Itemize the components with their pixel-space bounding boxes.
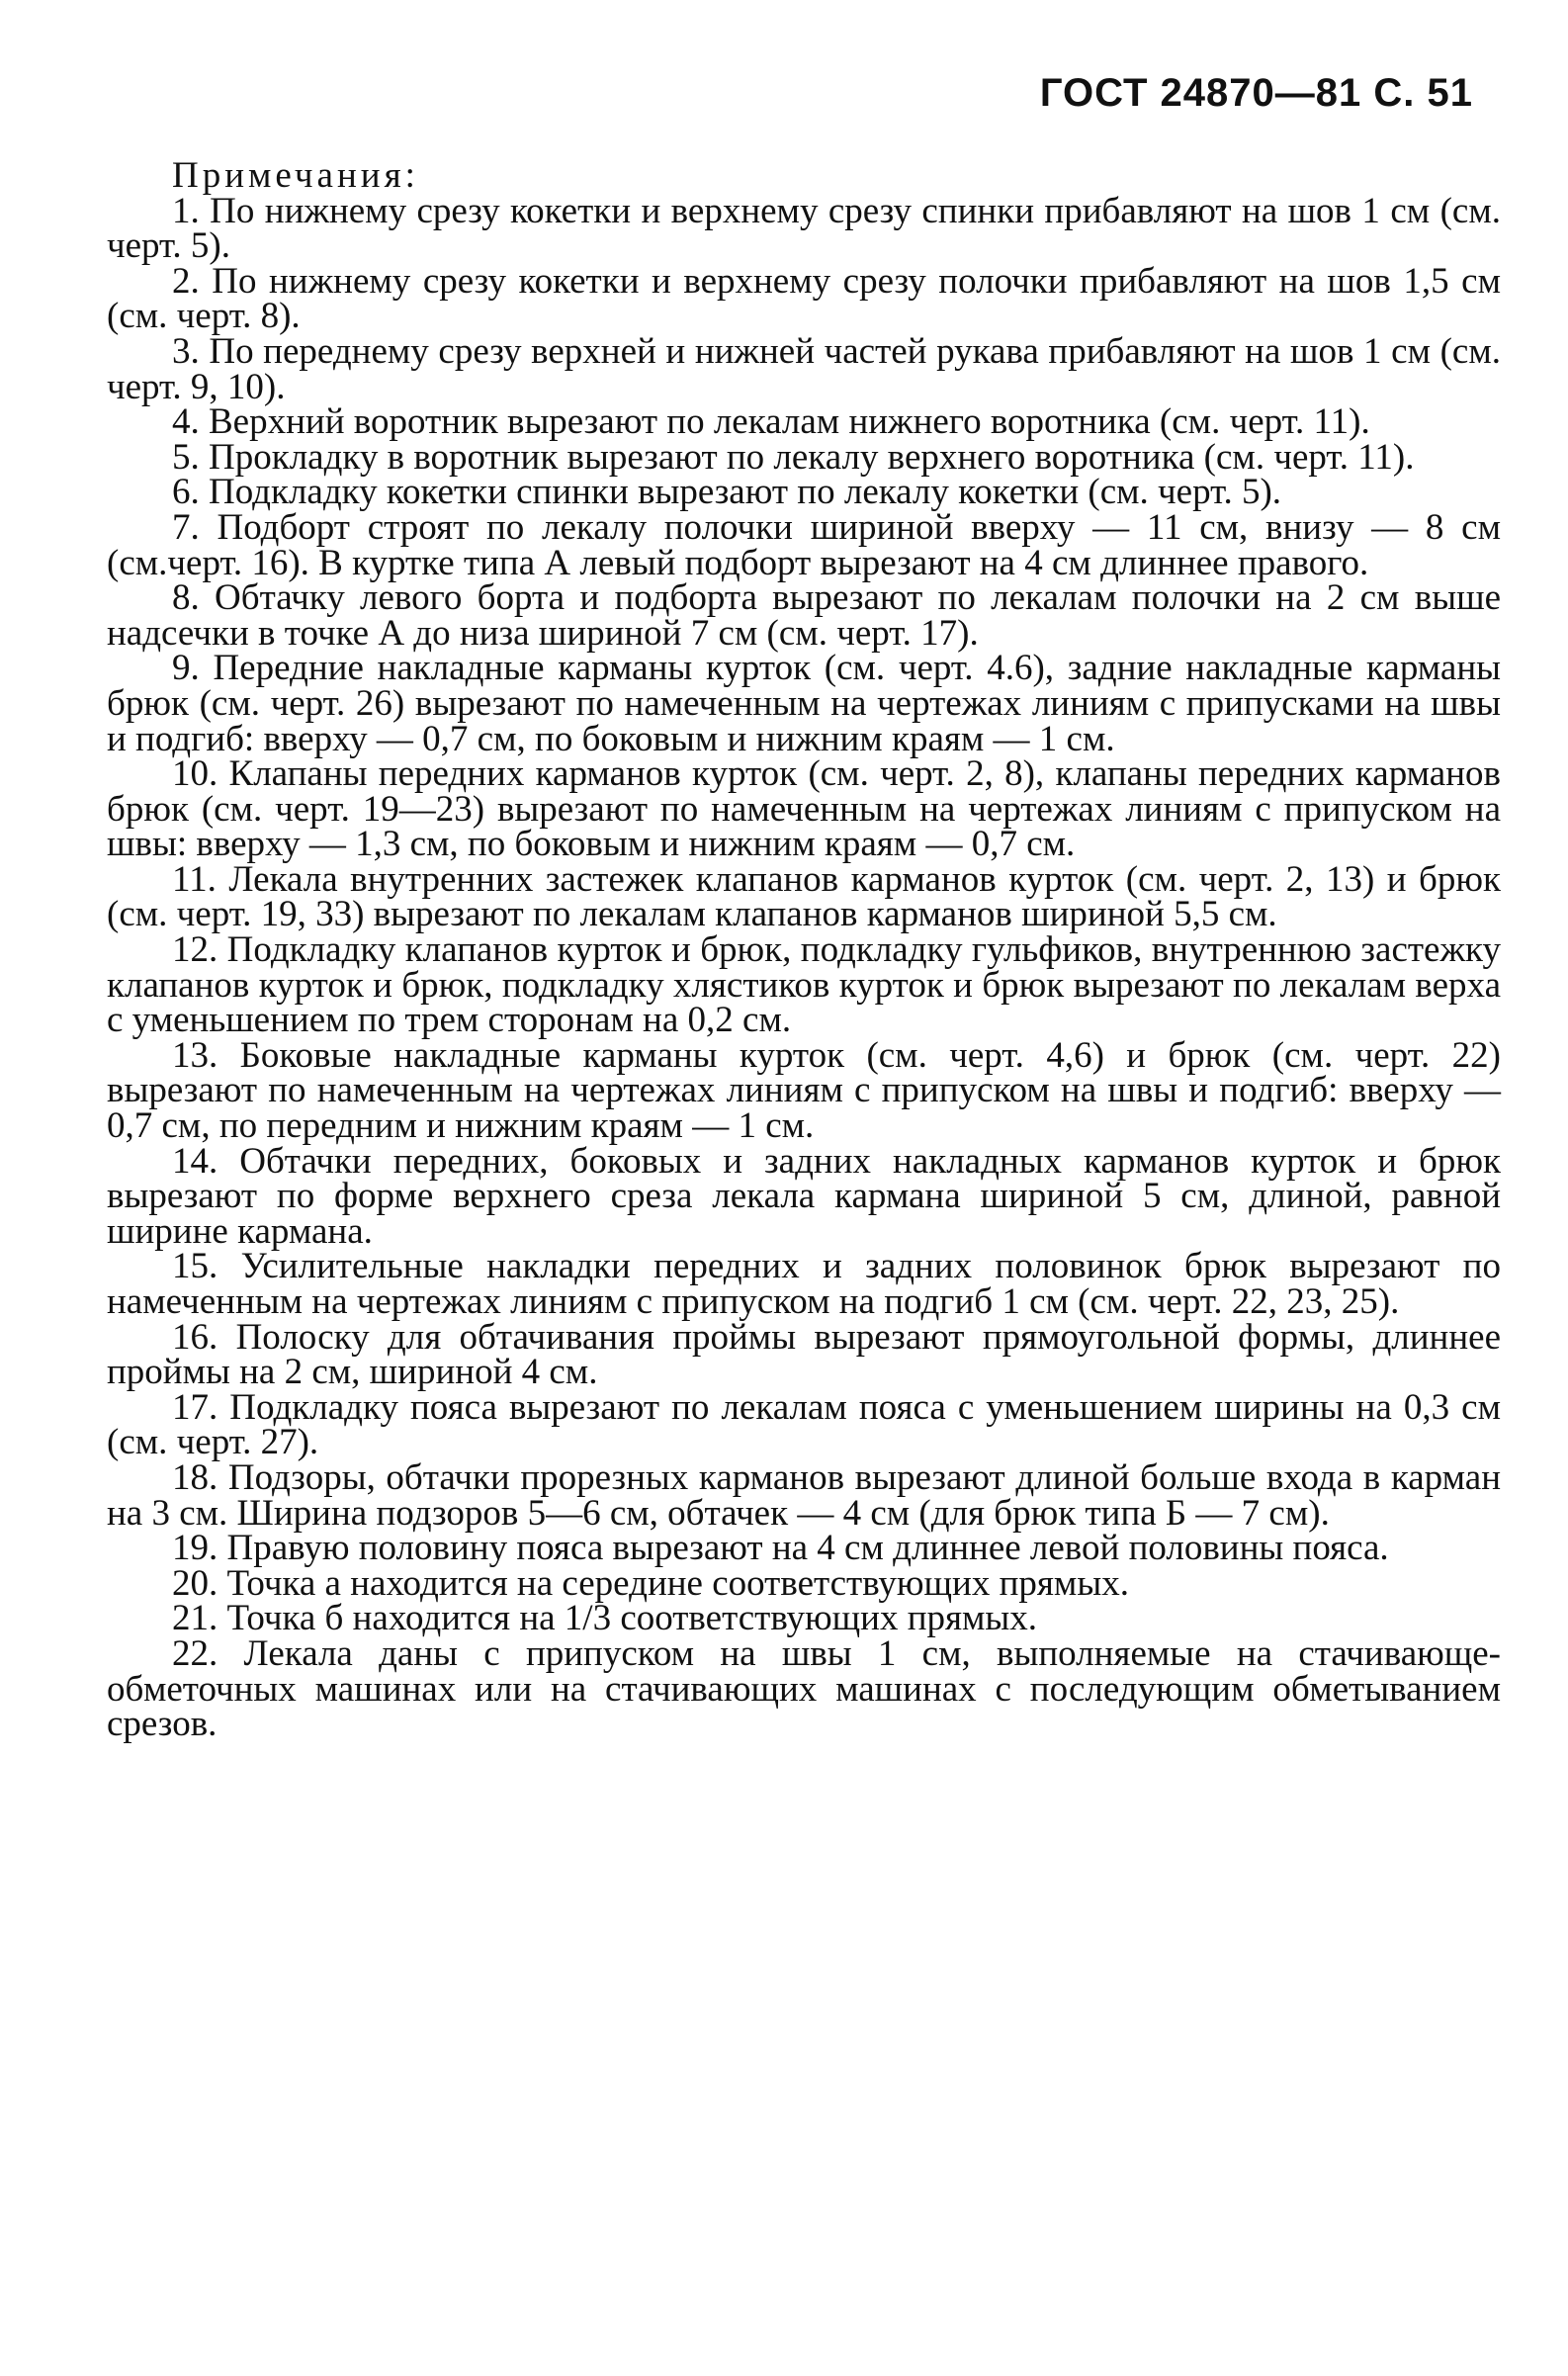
- note-6: 6. Подкладку кокетки спинки вырезают по лекалу кокетки (см. черт. 5).: [172, 472, 1282, 513]
- note-9: 9. Передние накладные карманы курток (см. черт. 4.6), задние накладные карманы брюк (см. черт. 26) вырезают по намеченным на чертежах линиям с припусками на швы и подгиб: вверху — 0,7 см, по боковым и нижним краям — 1 см.: [107, 648, 1501, 759]
- note-5: 5. Прокладку в воротник вырезают по лекалу верхнего воротника (см. черт. 11).: [172, 436, 1415, 478]
- note-18: 18. Подзоры, обтачки прорезных карманов вырезают длиной больше входа в карман на 3 см. Ширина подзоров 5—6 см, обтачек — 4 см (для брюк типа Б — 7 см).: [107, 1456, 1501, 1534]
- standard-number: ГОСТ 24870—81: [1039, 71, 1362, 115]
- note-19: 19. Правую половину пояса вырезают на 4 см длиннее левой половины пояса.: [172, 1528, 1389, 1569]
- note-1: 1. По нижнему срезу кокетки и верхнему срезу спинки прибавляют на шов 1 см (см. черт. 5).: [107, 190, 1501, 267]
- page-number: С. 51: [1373, 71, 1473, 115]
- note-21: 21. Точка б находится на 1/3 соответствующих прямых.: [172, 1598, 1038, 1639]
- note-8: 8. Обтачку левого борта и подборта вырезают по лекалам полочки на 2 см выше надсечки в точке А до низа шириной 7 см (см. черт. 17).: [107, 577, 1501, 654]
- note-11: 11. Лекала внутренних застежек клапанов карманов курток (см. черт. 2, 13) и брюк (см. черт. 19, 33) вырезают по лекалам клапанов карманов шириной 5,5 см.: [107, 858, 1501, 935]
- note-3: 3. По переднему срезу верхней и нижней частей рукава прибавляют на шов 1 см (см. черт. 9, 10).: [107, 330, 1501, 407]
- note-7: 7. Подборт строят по лекалу полочки шириной вверху — 11 см, внизу — 8 см (см.черт. 16). В куртке типа А левый подборт вырезают на 4 см длиннее правого.: [107, 506, 1501, 583]
- note-22: 22. Лекала даны с припуском на швы 1 см, выполняемые на стачивающе-обметочных машинах или на стачивающих машинах с последующим обметыванием срезов.: [107, 1632, 1501, 1745]
- note-10: 10. Клапаны передних карманов курток (см. черт. 2, 8), клапаны передних карманов брюк (см. черт. 19—23) вырезают по намеченным на чертежах линиям с припуском на швы: вверху — 1,3 см, по боковым и нижним краям — 0,7 см.: [107, 753, 1501, 865]
- note-15: 15. Усилительные накладки передних и задних половинок брюк вырезают по намеченным на чертежах линиям с припуском на подгиб 1 см (см. черт. 22, 23, 25).: [107, 1246, 1501, 1322]
- notes-section: [107, 155, 1501, 1745]
- note-20: 20. Точка а находится на середине соответствующих прямых.: [172, 1562, 1129, 1604]
- note-12: 12. Подкладку клапанов курток и брюк, подкладку гульфиков, внутреннюю застежку клапанов курток и брюк, подкладку хлястиков курток и брюк вырезают по лекалам верха с уменьшением по трем сторонам на 0,2 см.: [107, 929, 1501, 1041]
- note-4: 4. Верхний воротник вырезают по лекалам нижнего воротника (см. черт. 11).: [172, 401, 1370, 443]
- note-13: 13. Боковые накладные карманы курток (см. черт. 4,6) и брюк (см. черт. 22) вырезают по намеченным на чертежах линиям с припуском на швы и подгиб: вверху — 0,7 см, по передним и нижним краям — 1 см.: [107, 1034, 1501, 1147]
- notes-title: Примечания:: [172, 155, 419, 196]
- note-2: 2. По нижнему срезу кокетки и верхнему срезу полочки прибавляют на шов 1,5 см (см. черт. 8).: [107, 260, 1501, 337]
- note-17: 17. Подкладку пояса вырезают по лекалам пояса с уменьшением ширины на 0,3 см (см. черт. 27).: [107, 1386, 1501, 1463]
- page-header: [1040, 71, 1473, 116]
- note-14: 14. Обтачки передних, боковых и задних накладных карманов курток и брюк вырезают по форме верхнего среза лекала кармана шириной 5 см, длиной, равной ширине кармана.: [107, 1140, 1501, 1252]
- note-16: 16. Полоску для обтачивания проймы вырезают прямоугольной формы, длиннее проймы на 2 см, шириной 4 см.: [107, 1316, 1501, 1393]
